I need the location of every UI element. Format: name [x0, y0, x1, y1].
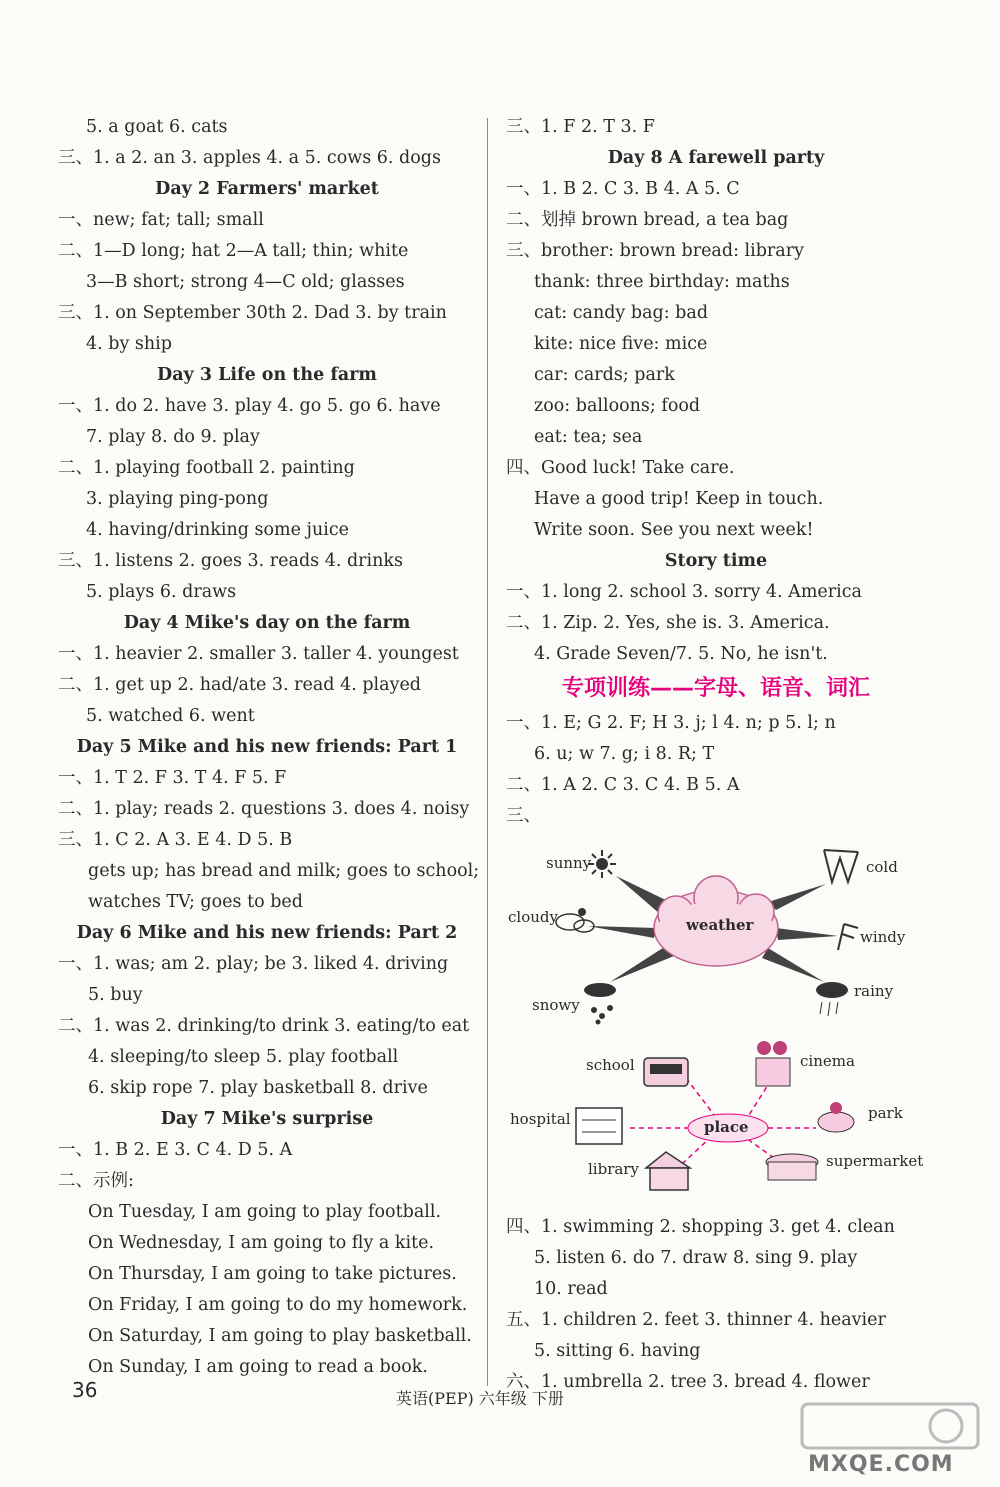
answer-line: Have a good trip! Keep in touch.	[534, 489, 824, 509]
answer-line: 二、1. Zip. 2. Yes, she is. 3. America.	[506, 613, 830, 633]
answer-line: car: cards; park	[534, 365, 675, 385]
answer-line: gets up; has bread and milk; goes to school;	[88, 861, 480, 881]
place-center-label: place	[704, 1118, 749, 1136]
answer-line: 四、Good luck! Take care.	[506, 458, 735, 478]
weather-label-sunny: sunny	[546, 854, 592, 872]
answer-line: 五、1. children 2. feet 3. thinner 4. heavier	[506, 1310, 886, 1330]
answer-line: 三、	[506, 806, 541, 826]
park-icon	[818, 1102, 854, 1132]
answer-line: 3—B short; strong 4—C old; glasses	[86, 272, 405, 292]
answer-line: On Tuesday, I am going to play football.	[88, 1202, 442, 1222]
answer-line: 5. plays 6. draws	[86, 582, 237, 602]
snowy-icon	[584, 983, 616, 1025]
answer-line: 二、1. get up 2. had/ate 3. read 4. played	[58, 675, 422, 695]
answer-line: 三、1. listens 2. goes 3. reads 4. drinks	[58, 551, 403, 571]
section-heading: Day 4 Mike's day on the farm	[123, 613, 411, 633]
answer-line: 三、1. a 2. an 3. apples 4. a 5. cows 6. dogs	[58, 148, 441, 168]
answer-line: eat: tea; sea	[534, 427, 643, 447]
windy-icon	[838, 924, 858, 950]
right-column	[506, 112, 926, 1398]
answer-line: 三、brother: brown bread: library	[506, 241, 804, 261]
answer-line: 二、示例:	[58, 1171, 134, 1191]
section-heading: Day 8 A farewell party	[607, 148, 825, 168]
answer-line: 5. buy	[88, 985, 143, 1005]
answer-line: 六、1. umbrella 2. tree 3. bread 4. flower	[506, 1372, 870, 1392]
weather-center-label: weather	[686, 916, 754, 934]
answer-line: kite: nice five: mice	[534, 334, 708, 354]
answer-line: 5. sitting 6. having	[534, 1341, 701, 1361]
answer-line: 二、划掉 brown bread, a tea bag	[506, 210, 789, 230]
answer-line: 6. skip rope 7. play basketball 8. drive	[88, 1078, 428, 1098]
answer-line: 二、1. play; reads 2. questions 3. does 4. noisy	[58, 799, 470, 819]
answer-line: 三、1. F 2. T 3. F	[506, 117, 655, 137]
right-top-answers	[506, 112, 926, 670]
answer-line: 一、1. E; G 2. F; H 3. j; l 4. n; p 5. l; n	[506, 713, 836, 733]
place-mind-map	[506, 1028, 926, 1212]
answer-line: On Saturday, I am going to play basketball.	[88, 1326, 472, 1346]
hospital-icon	[576, 1108, 622, 1144]
place-label-supermarket: supermarket	[826, 1152, 924, 1170]
left-column	[58, 112, 480, 1383]
answer-line: watches TV; goes to bed	[88, 892, 303, 912]
answer-line: 二、1. playing football 2. painting	[58, 458, 355, 478]
answer-line: 5. a goat 6. cats	[86, 117, 228, 137]
section-heading: Day 2 Farmers' market	[155, 179, 379, 199]
answer-line: 一、1. heavier 2. smaller 3. taller 4. youngest	[58, 644, 459, 664]
answer-line: 5. watched 6. went	[86, 706, 255, 726]
section-heading: Day 3 Life on the farm	[157, 365, 377, 385]
answer-line: 一、1. was; am 2. play; be 3. liked 4. driving	[58, 954, 449, 974]
page-number: 36	[72, 1378, 98, 1402]
place-label-hospital: hospital	[510, 1110, 571, 1128]
weather-mind-map	[506, 832, 926, 1028]
answer-line: 一、1. long 2. school 3. sorry 4. America	[506, 582, 862, 602]
answer-line: 二、1. was 2. drinking/to drink 3. eating/to eat	[58, 1016, 470, 1036]
place-label-library: library	[588, 1160, 639, 1178]
answer-line: 二、1—D long; hat 2—A tall; thin; white	[58, 241, 409, 261]
answer-line: cat: candy bag: bad	[534, 303, 709, 323]
answer-line: Write soon. See you next week!	[534, 520, 814, 540]
answer-line: On Sunday, I am going to read a book.	[88, 1357, 428, 1377]
special-training-title: 专项训练——字母、语音、词汇	[561, 676, 870, 701]
answer-line: 7. play 8. do 9. play	[86, 427, 260, 447]
answer-line: 四、1. swimming 2. shopping 3. get 4. clean	[506, 1217, 895, 1237]
answer-line: 4. Grade Seven/7. 5. No, he isn't.	[534, 644, 828, 664]
place-label-school: school	[586, 1056, 635, 1074]
cinema-icon	[756, 1041, 790, 1086]
weather-label-windy: windy	[860, 928, 906, 946]
watermark-text: MXQE.COM	[808, 1452, 954, 1477]
answer-line: 一、1. B 2. E 3. C 4. D 5. A	[58, 1140, 293, 1160]
section-heading: Story time	[664, 551, 768, 571]
answer-line: 4. by ship	[86, 334, 172, 354]
section-heading: Day 5 Mike and his new friends: Part 1	[76, 737, 458, 757]
section-heading: Day 7 Mike's surprise	[160, 1109, 374, 1129]
right-mid-answers	[506, 708, 926, 832]
answer-line: 5. listen 6. do 7. draw 8. sing 9. play	[534, 1248, 858, 1268]
answer-line: zoo: balloons; food	[534, 396, 701, 416]
answer-line: 一、new; fat; tall; small	[58, 210, 264, 230]
answer-line: 二、1. A 2. C 3. C 4. B 5. A	[506, 775, 740, 795]
weather-label-rainy: rainy	[854, 982, 894, 1000]
place-label-park: park	[868, 1104, 903, 1122]
answer-line: 三、1. on September 30th 2. Dad 3. by train	[58, 303, 447, 323]
weather-label-cloudy: cloudy	[508, 908, 558, 926]
answer-line: 6. u; w 7. g; i 8. R; T	[534, 744, 715, 764]
supermarket-icon	[766, 1154, 818, 1180]
cloudy-icon	[556, 908, 594, 932]
answer-line: On Wednesday, I am going to fly a kite.	[88, 1233, 435, 1253]
answer-line: 3. playing ping-pong	[86, 489, 269, 509]
section-heading: Day 6 Mike and his new friends: Part 2	[76, 923, 458, 943]
answer-line: 一、1. B 2. C 3. B 4. A 5. C	[506, 179, 740, 199]
weather-label-snowy: snowy	[532, 996, 580, 1014]
answer-line: 三、1. C 2. A 3. E 4. D 5. B	[58, 830, 293, 850]
rainy-icon	[816, 982, 848, 1016]
sun-icon	[588, 850, 616, 878]
answer-line: On Thursday, I am going to take pictures.	[88, 1264, 457, 1284]
answer-line: 一、1. do 2. have 3. play 4. go 5. go 6. have	[58, 396, 441, 416]
answer-line: thank: three birthday: maths	[534, 272, 790, 292]
right-bottom-answers	[506, 1212, 926, 1398]
answer-line: 一、1. T 2. F 3. T 4. F 5. F	[58, 768, 287, 788]
column-divider	[487, 118, 488, 1386]
library-icon	[646, 1152, 690, 1190]
place-label-cinema: cinema	[800, 1052, 855, 1070]
answer-line: On Friday, I am going to do my homework.	[88, 1295, 468, 1315]
book-footer: 英语(PEP) 六年级 下册	[396, 1389, 564, 1408]
school-bus-icon	[644, 1058, 688, 1086]
weather-label-cold: cold	[866, 858, 898, 876]
answer-line: 4. sleeping/to sleep 5. play football	[88, 1047, 399, 1067]
answer-line: 10. read	[534, 1279, 608, 1299]
answer-line: 4. having/drinking some juice	[86, 520, 349, 540]
cold-icon	[824, 850, 858, 882]
